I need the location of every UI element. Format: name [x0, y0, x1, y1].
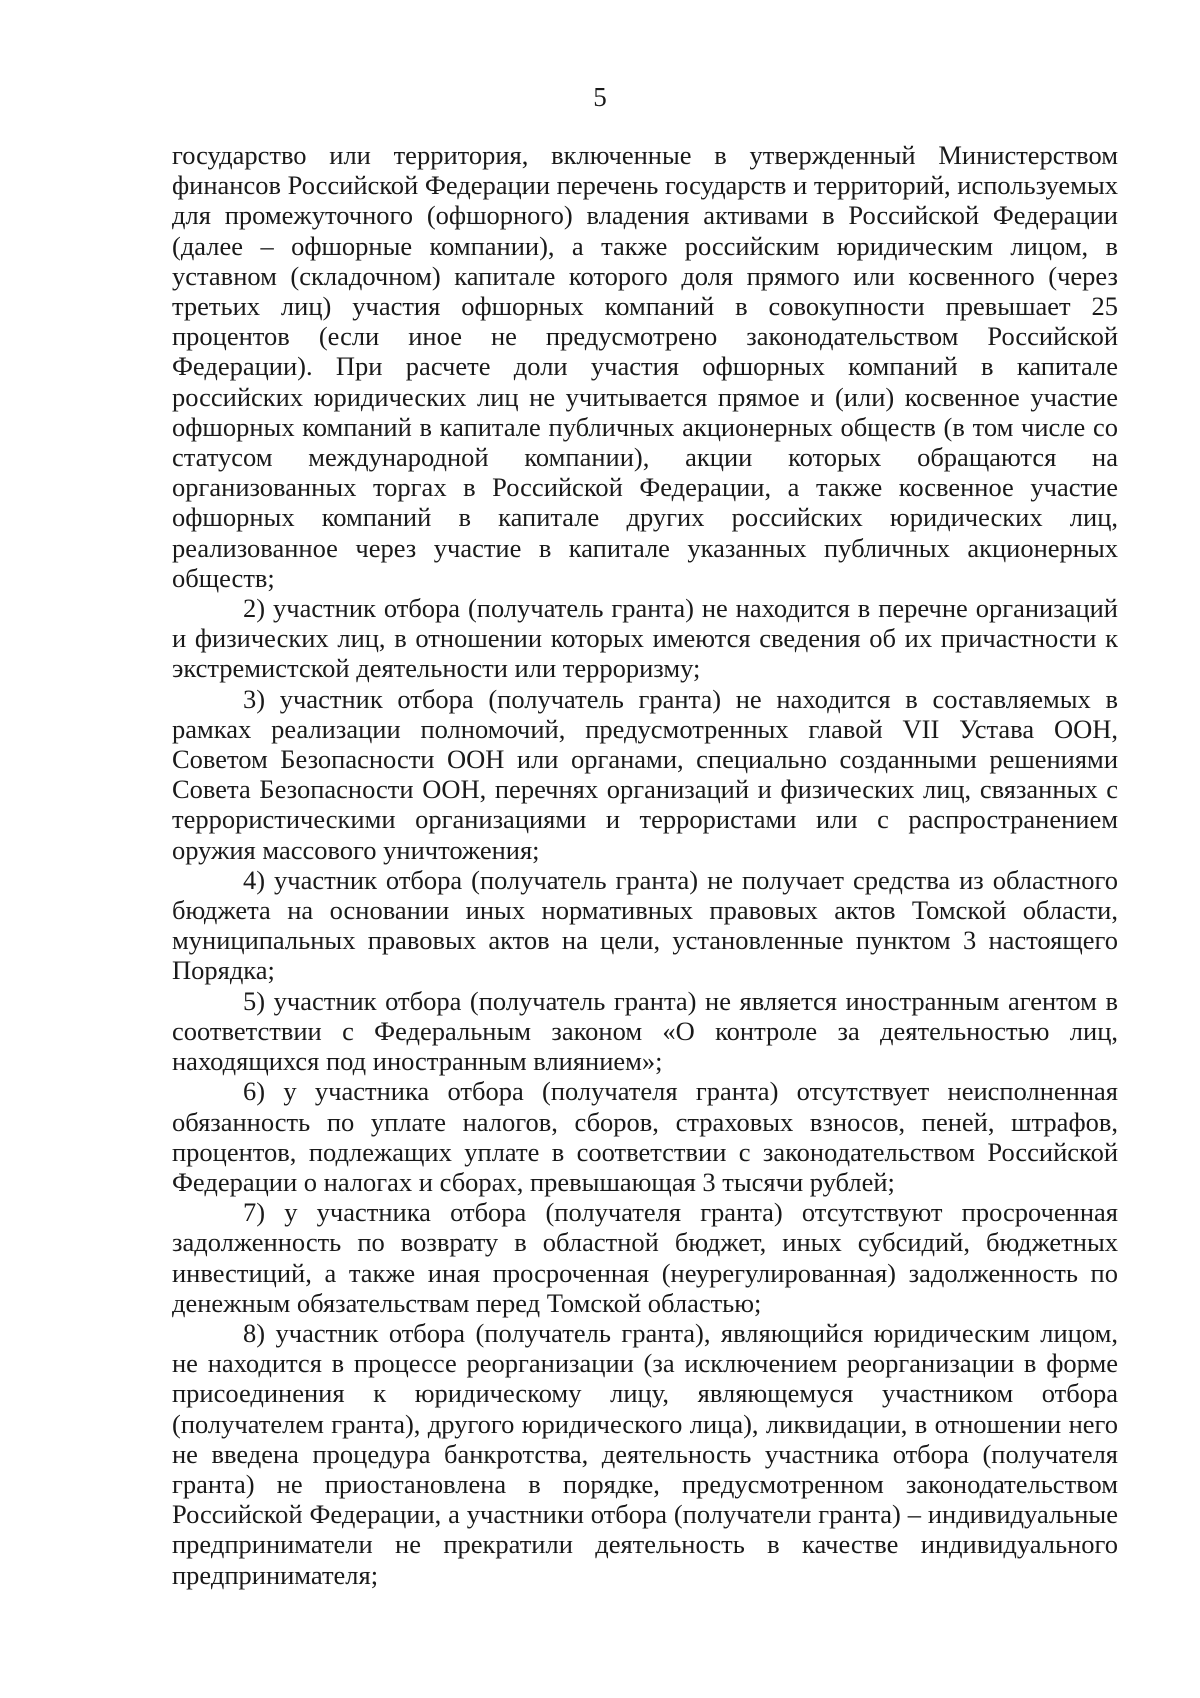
paragraph-item-2: 2) участник отбора (получатель гранта) не находится в перечне организаций и физических лиц, в отношении которых имеются сведения об их причастности к экстремистской деятельности или терроризму;: [172, 593, 1118, 684]
paragraph-item-6: 6) у участника отбора (получателя гранта) отсутствует неисполненная обязанность по уплате налогов, сборов, страховых взносов, пеней, штрафов, процентов, подлежащих уплате в соответствии с законодательством Российской Федерации о налогах и сборах, превышающая 3 тысячи рублей;: [172, 1076, 1118, 1197]
paragraph-item-5: 5) участник отбора (получатель гранта) не является иностранным агентом в соответствии с Федеральным законом «О контроле за деятельностью лиц, находящихся под иностранным влиянием»;: [172, 985, 1118, 1077]
paragraph-item-4: 4) участник отбора (получатель гранта) не получает средства из областного бюджета на основании иных нормативных правовых актов Томской области, муниципальных правовых актов на цели, установленные пунктом 3 настоящего Порядка;: [172, 864, 1118, 986]
paragraph-item-7: 7) у участника отбора (получателя гранта) отсутствуют просроченная задолженность по возврату в областной бюджет, иных субсидий, бюджетных инвестиций, а также иная просроченная (неурегулированная) задолженность по денежным обязательствам перед Томской областью;: [172, 1197, 1118, 1318]
page-number: 5: [593, 82, 607, 112]
paragraph-item-8: 8) участник отбора (получатель гранта), являющийся юридическим лицом, не находится в процессе реорганизации (за исключением реорганизации в форме присоединения к юридическому лицу, являющемуся участником отбора (получателем гранта), другого юридического лица), ликвидации, в отношении него не введена процедура банкротства, деятельность участника отбора (получателя гранта) не приостановлена в порядке, предусмотренном законодательством Российской Федерации, а участники отбора (получатели гранта) – индивидуальные предприниматели не прекратили деятельность в качестве индивидуального предпринимателя;: [172, 1317, 1118, 1590]
document-body: [172, 140, 1118, 1590]
paragraph-item-3: 3) участник отбора (получатель гранта) не находится в составляемых в рамках реализации полномочий, предусмотренных главой VII Устава ООН, Советом Безопасности ООН или органами, специально созданными решениями Совета Безопасности ООН, перечнях организаций и физических лиц, связанных с террористическими организациями и террористами или с распространением оружия массового уничтожения;: [172, 683, 1118, 865]
paragraph-offshore-continuation: государство или территория, включенные в утвержденный Министерством финансов Российской Федерации перечень государств и территорий, используемых для промежуточного (офшорного) владения активами в Российской Федерации (далее – офшорные компании), а также российским юридическим лицом, в уставном (складочном) капитале которого доля прямого или косвенного (через третьих лиц) участия офшорных компаний в совокупности превышает 25 процентов (если иное не предусмотрено законодательством Российской Федерации). При расчете доли участия офшорных компаний в капитале российских юридических лиц не учитывается прямое и (или) косвенное участие офшорных компаний в капитале публичных акционерных обществ (в том числе со статусом международной компании), акции которых обращаются на организованных торгах в Российской Федерации, а также косвенное участие офшорных компаний в капитале других российских юридических лиц, реализованное через участие в капитале указанных публичных акционерных обществ;: [172, 140, 1118, 593]
